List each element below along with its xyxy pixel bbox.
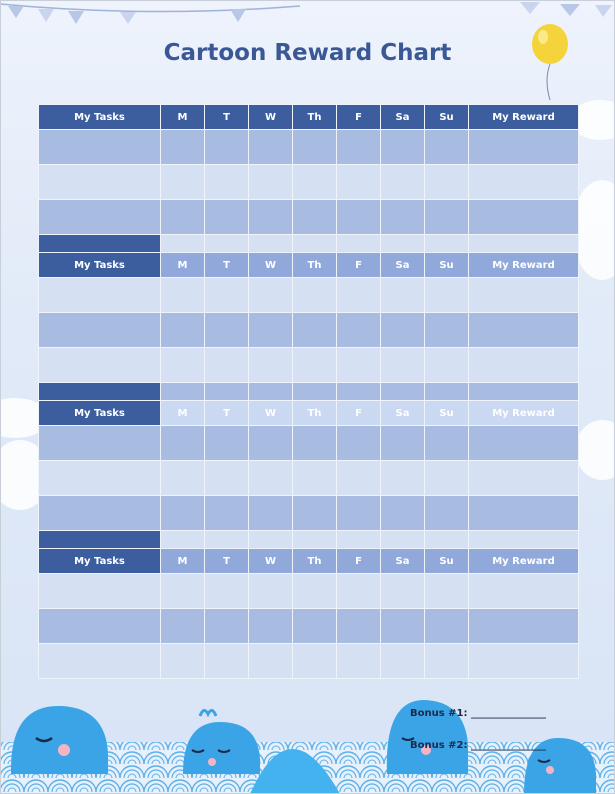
reward-cell[interactable]: [469, 278, 579, 313]
week-section: [39, 253, 579, 401]
header-day-f: F: [337, 253, 381, 278]
day-cell[interactable]: [337, 496, 381, 531]
task-cell[interactable]: [39, 609, 161, 644]
day-cell[interactable]: [293, 200, 337, 235]
day-cell[interactable]: [381, 461, 425, 496]
day-cell[interactable]: [293, 609, 337, 644]
day-cell[interactable]: [293, 313, 337, 348]
day-cell[interactable]: [249, 130, 293, 165]
spacer-cell: [249, 235, 293, 253]
spacer-cell: [293, 531, 337, 549]
task-row: [39, 278, 579, 313]
day-cell[interactable]: [337, 165, 381, 200]
day-cell[interactable]: [425, 348, 469, 383]
header-my-tasks: My Tasks: [39, 549, 161, 574]
task-cell[interactable]: [39, 644, 161, 679]
day-cell[interactable]: [249, 426, 293, 461]
task-row: [39, 496, 579, 531]
day-cell[interactable]: [205, 496, 249, 531]
reward-cell[interactable]: [469, 609, 579, 644]
day-cell[interactable]: [381, 574, 425, 609]
spacer-row: [39, 531, 579, 549]
task-row: [39, 348, 579, 383]
header-my-tasks: My Tasks: [39, 105, 161, 130]
spacer-cell: [381, 383, 425, 401]
day-cell[interactable]: [161, 609, 205, 644]
header-day-w: W: [249, 105, 293, 130]
reward-cell[interactable]: [469, 644, 579, 679]
day-cell[interactable]: [161, 130, 205, 165]
day-cell[interactable]: [337, 461, 381, 496]
day-cell[interactable]: [205, 609, 249, 644]
task-row: [39, 644, 579, 679]
day-cell[interactable]: [205, 644, 249, 679]
header-day-th: Th: [293, 105, 337, 130]
day-cell[interactable]: [161, 165, 205, 200]
header-day-f: F: [337, 549, 381, 574]
day-cell[interactable]: [293, 278, 337, 313]
header-day-w: W: [249, 253, 293, 278]
reward-chart-table: [38, 104, 578, 679]
day-cell[interactable]: [425, 644, 469, 679]
day-cell[interactable]: [249, 609, 293, 644]
task-row: [39, 609, 579, 644]
spacer-cell: [381, 531, 425, 549]
header-day-su: Su: [425, 401, 469, 426]
task-row: [39, 200, 579, 235]
day-cell[interactable]: [205, 200, 249, 235]
day-cell[interactable]: [425, 130, 469, 165]
spacer-cell: [205, 383, 249, 401]
task-row: [39, 426, 579, 461]
bonus-1-line[interactable]: Bonus #1: _______________: [410, 708, 546, 719]
day-cell[interactable]: [161, 496, 205, 531]
day-cell[interactable]: [337, 574, 381, 609]
day-cell[interactable]: [425, 200, 469, 235]
header-day-w: W: [249, 401, 293, 426]
reward-cell[interactable]: [469, 313, 579, 348]
reward-cell[interactable]: [469, 496, 579, 531]
header-my-tasks: My Tasks: [39, 253, 161, 278]
task-cell[interactable]: [39, 574, 161, 609]
day-cell[interactable]: [425, 426, 469, 461]
spacer-cell: [425, 531, 469, 549]
day-cell[interactable]: [381, 609, 425, 644]
day-cell[interactable]: [425, 574, 469, 609]
header-day-t: T: [205, 401, 249, 426]
day-cell[interactable]: [205, 278, 249, 313]
day-cell[interactable]: [249, 461, 293, 496]
day-cell[interactable]: [249, 278, 293, 313]
day-cell[interactable]: [337, 313, 381, 348]
bonus-2-line[interactable]: Bonus #2: _______________: [410, 740, 546, 751]
task-cell[interactable]: [39, 200, 161, 235]
day-cell[interactable]: [205, 165, 249, 200]
task-cell[interactable]: [39, 313, 161, 348]
spacer-cell: [425, 235, 469, 253]
header-my-reward: My Reward: [469, 253, 579, 278]
reward-cell[interactable]: [469, 461, 579, 496]
header-day-m: M: [161, 253, 205, 278]
whale-icon: [520, 724, 600, 794]
header-day-m: M: [161, 549, 205, 574]
header-my-reward: My Reward: [469, 105, 579, 130]
day-cell[interactable]: [425, 609, 469, 644]
reward-cell[interactable]: [469, 574, 579, 609]
task-row: [39, 461, 579, 496]
task-row: [39, 130, 579, 165]
day-cell[interactable]: [425, 278, 469, 313]
header-day-th: Th: [293, 549, 337, 574]
day-cell[interactable]: [381, 644, 425, 679]
day-cell[interactable]: [249, 348, 293, 383]
header-day-sa: Sa: [381, 549, 425, 574]
reward-cell[interactable]: [469, 348, 579, 383]
day-cell[interactable]: [293, 496, 337, 531]
header-day-f: F: [337, 105, 381, 130]
header-day-th: Th: [293, 253, 337, 278]
day-cell[interactable]: [293, 461, 337, 496]
day-cell[interactable]: [205, 574, 249, 609]
header-day-t: T: [205, 253, 249, 278]
task-cell: [39, 383, 161, 401]
task-cell[interactable]: [39, 165, 161, 200]
header-day-su: Su: [425, 549, 469, 574]
header-day-t: T: [205, 105, 249, 130]
day-cell[interactable]: [337, 130, 381, 165]
spacer-cell: [249, 383, 293, 401]
spacer-cell: [293, 383, 337, 401]
day-cell[interactable]: [161, 313, 205, 348]
spacer-cell: [469, 383, 579, 401]
day-cell[interactable]: [337, 348, 381, 383]
day-cell[interactable]: [161, 426, 205, 461]
header-day-su: Su: [425, 105, 469, 130]
day-cell[interactable]: [381, 165, 425, 200]
reward-cell[interactable]: [469, 130, 579, 165]
spacer-cell: [425, 383, 469, 401]
task-cell[interactable]: [39, 496, 161, 531]
reward-cell[interactable]: [469, 165, 579, 200]
spacer-cell: [469, 531, 579, 549]
day-cell[interactable]: [161, 278, 205, 313]
header-my-reward: My Reward: [469, 401, 579, 426]
header-day-m: M: [161, 105, 205, 130]
day-cell[interactable]: [249, 574, 293, 609]
header-day-sa: Sa: [381, 253, 425, 278]
day-cell[interactable]: [381, 278, 425, 313]
day-cell[interactable]: [293, 426, 337, 461]
day-cell[interactable]: [425, 165, 469, 200]
cloud-icon: [575, 420, 615, 480]
day-cell[interactable]: [425, 461, 469, 496]
header-day-sa: Sa: [381, 401, 425, 426]
day-cell[interactable]: [249, 496, 293, 531]
day-cell[interactable]: [381, 130, 425, 165]
task-cell: [39, 531, 161, 549]
spacer-cell: [249, 531, 293, 549]
day-cell[interactable]: [381, 313, 425, 348]
page-title: Cartoon Reward Chart: [163, 40, 452, 66]
spacer-cell: [381, 235, 425, 253]
day-cell[interactable]: [381, 426, 425, 461]
day-cell[interactable]: [205, 426, 249, 461]
day-cell[interactable]: [293, 165, 337, 200]
spacer-row: [39, 383, 579, 401]
spacer-cell: [205, 235, 249, 253]
day-cell[interactable]: [425, 496, 469, 531]
day-cell[interactable]: [337, 278, 381, 313]
week-section: [39, 549, 579, 679]
whale-icon: [178, 704, 268, 774]
day-cell[interactable]: [161, 348, 205, 383]
day-cell[interactable]: [205, 348, 249, 383]
task-cell: [39, 235, 161, 253]
whale-icon: [382, 694, 472, 774]
reward-cell[interactable]: [469, 426, 579, 461]
day-cell[interactable]: [249, 644, 293, 679]
header-day-f: F: [337, 401, 381, 426]
week-section: [39, 401, 579, 549]
spacer-cell: [337, 383, 381, 401]
spacer-cell: [337, 235, 381, 253]
day-cell[interactable]: [249, 313, 293, 348]
day-cell[interactable]: [161, 574, 205, 609]
day-cell[interactable]: [205, 461, 249, 496]
day-cell[interactable]: [381, 348, 425, 383]
day-cell[interactable]: [293, 644, 337, 679]
day-cell[interactable]: [337, 644, 381, 679]
day-cell[interactable]: [161, 200, 205, 235]
header-day-t: T: [205, 549, 249, 574]
day-cell[interactable]: [161, 461, 205, 496]
spacer-cell: [205, 531, 249, 549]
day-cell[interactable]: [205, 130, 249, 165]
day-cell[interactable]: [293, 574, 337, 609]
header-day-sa: Sa: [381, 105, 425, 130]
header-my-tasks: My Tasks: [39, 401, 161, 426]
task-cell[interactable]: [39, 348, 161, 383]
spacer-cell: [161, 531, 205, 549]
day-cell[interactable]: [205, 313, 249, 348]
day-cell[interactable]: [337, 200, 381, 235]
task-cell[interactable]: [39, 461, 161, 496]
week-section: [39, 105, 579, 253]
day-cell[interactable]: [249, 200, 293, 235]
task-cell[interactable]: [39, 426, 161, 461]
day-cell[interactable]: [337, 426, 381, 461]
header-day-su: Su: [425, 253, 469, 278]
day-cell[interactable]: [249, 165, 293, 200]
spacer-row: [39, 235, 579, 253]
header-my-reward: My Reward: [469, 549, 579, 574]
day-cell[interactable]: [381, 496, 425, 531]
task-row: [39, 165, 579, 200]
task-row: [39, 574, 579, 609]
task-cell[interactable]: [39, 278, 161, 313]
day-cell[interactable]: [293, 348, 337, 383]
reward-cell[interactable]: [469, 200, 579, 235]
day-cell[interactable]: [293, 130, 337, 165]
task-cell[interactable]: [39, 130, 161, 165]
day-cell[interactable]: [161, 644, 205, 679]
task-row: [39, 313, 579, 348]
header-day-th: Th: [293, 401, 337, 426]
spacer-cell: [337, 531, 381, 549]
day-cell[interactable]: [337, 609, 381, 644]
day-cell[interactable]: [381, 200, 425, 235]
spacer-cell: [469, 235, 579, 253]
bunting-icon: [0, 0, 615, 40]
whale-icon: [6, 694, 116, 774]
spacer-cell: [293, 235, 337, 253]
spacer-cell: [161, 383, 205, 401]
header-day-w: W: [249, 549, 293, 574]
day-cell[interactable]: [425, 313, 469, 348]
spacer-cell: [161, 235, 205, 253]
header-day-m: M: [161, 401, 205, 426]
